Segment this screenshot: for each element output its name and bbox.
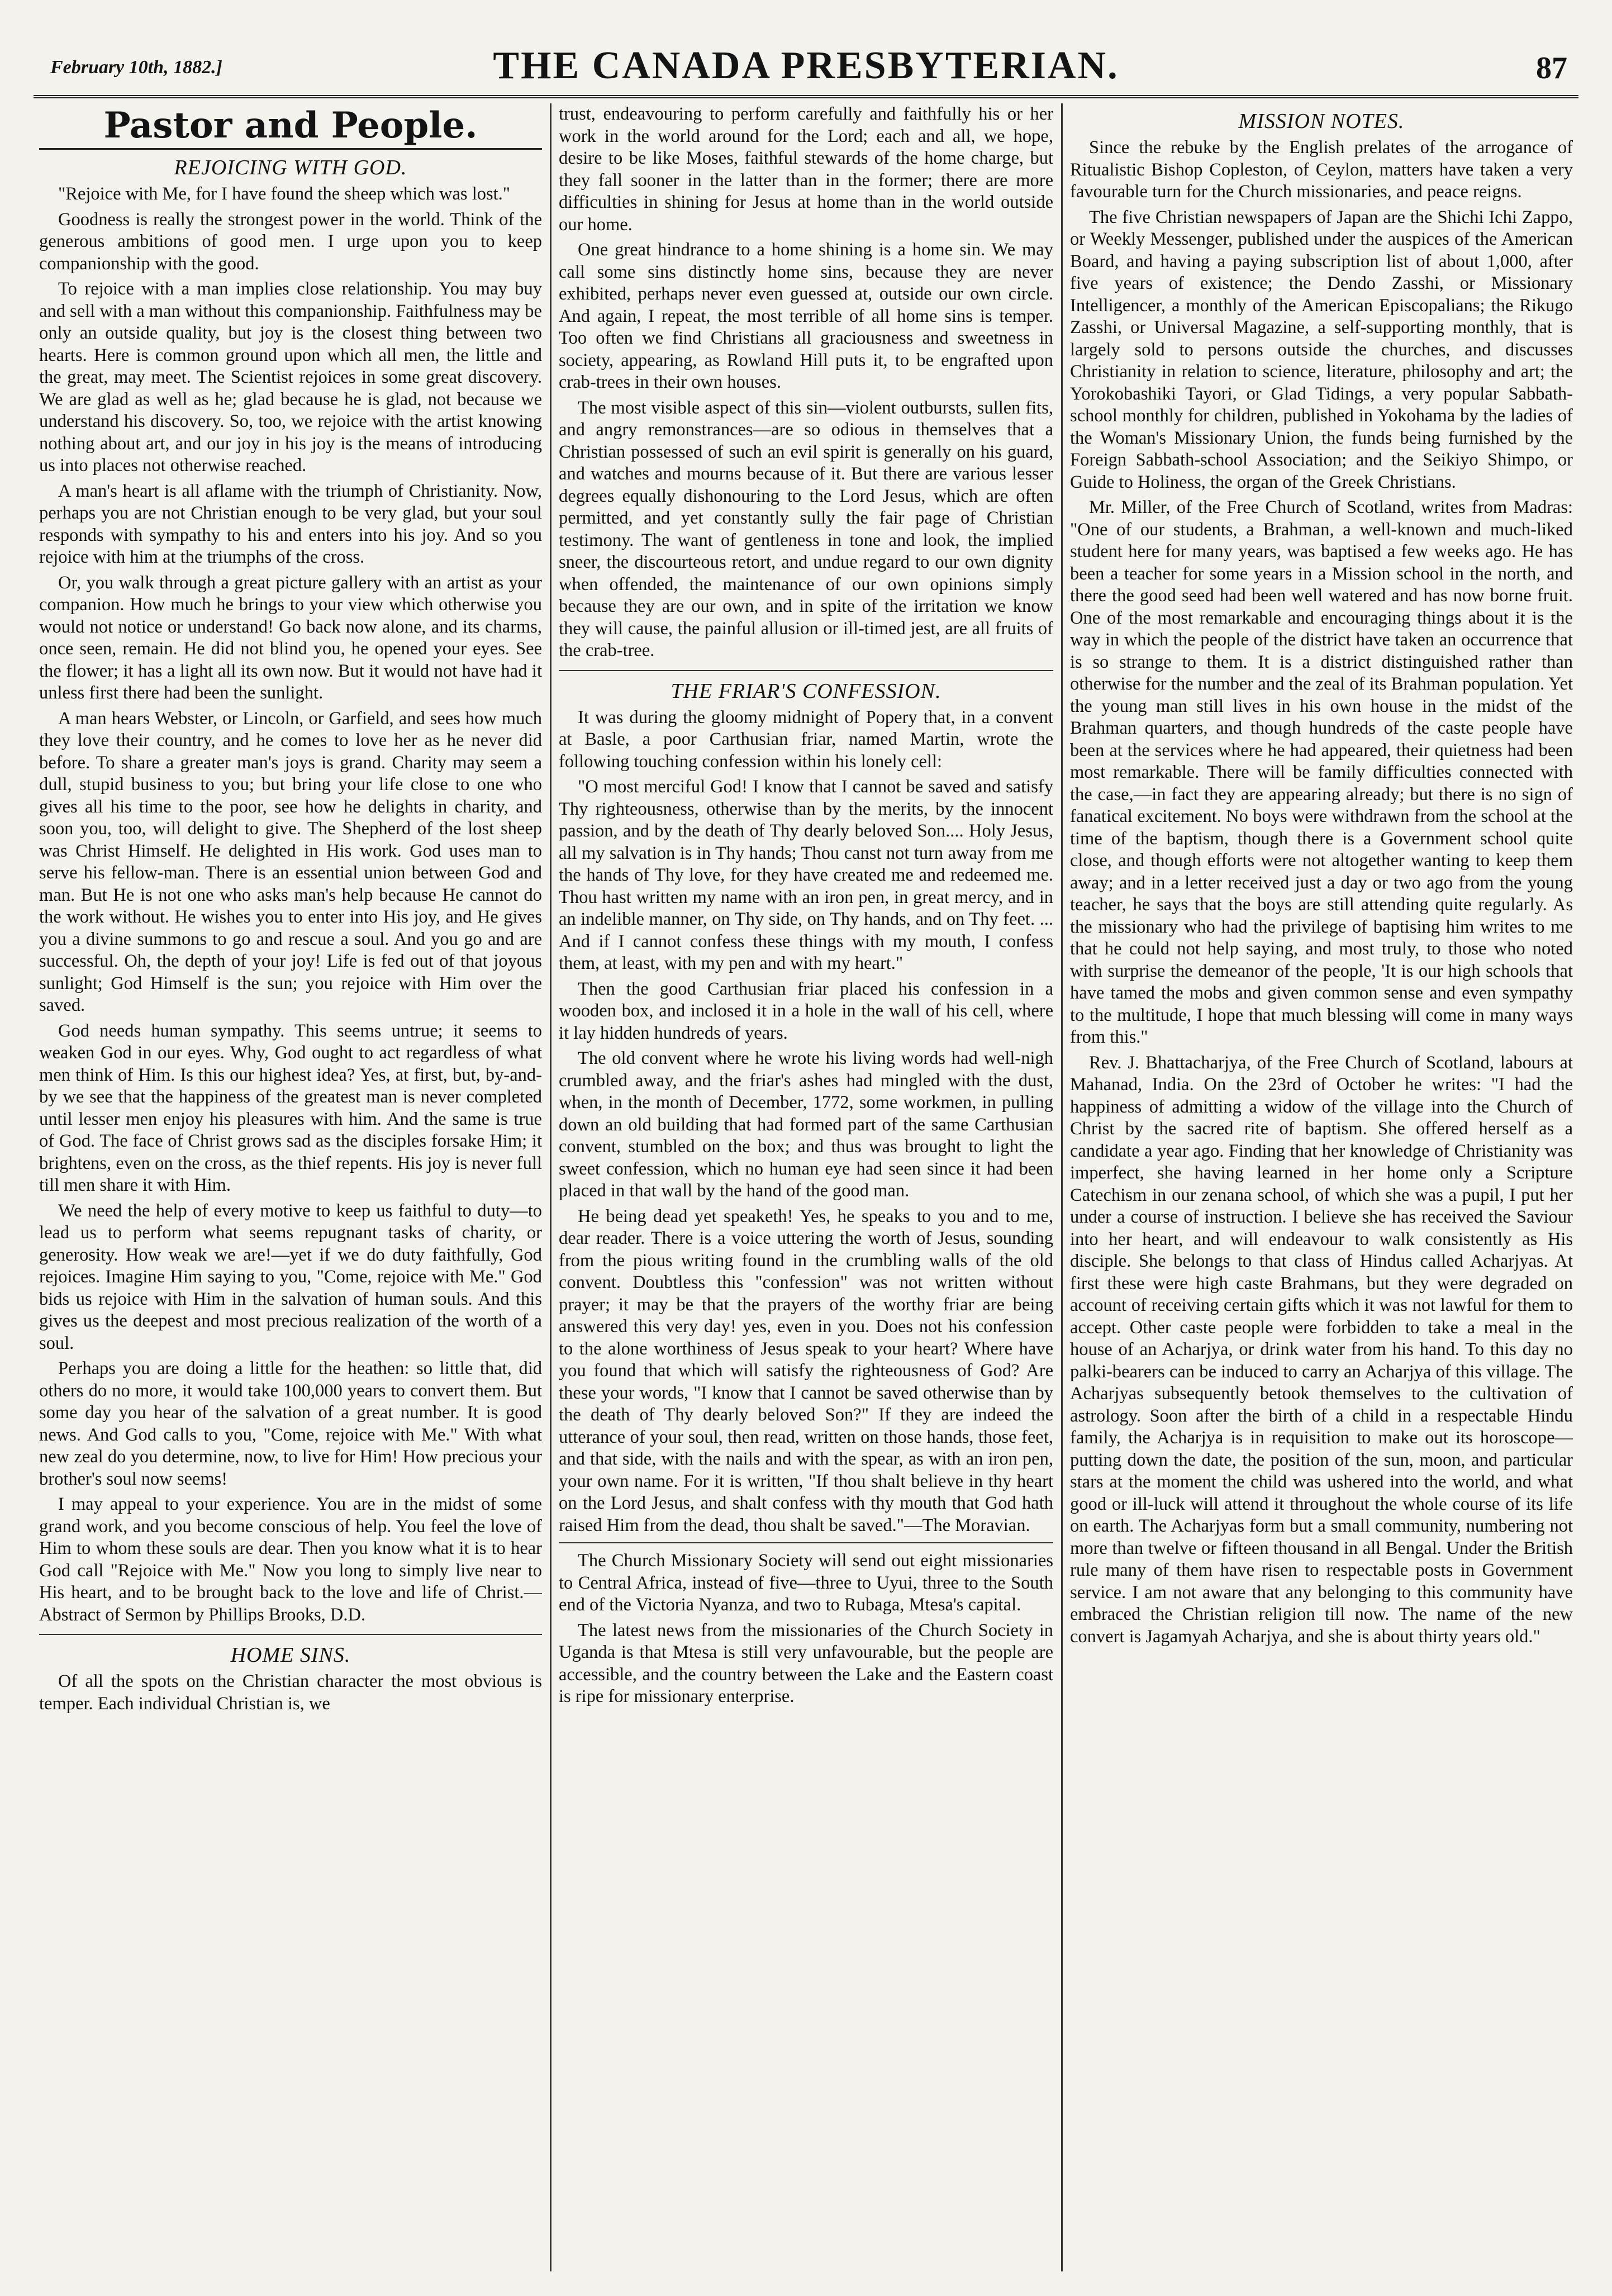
paragraph: A man's heart is all aflame with the triumph of Christianity. Now, perhaps you are not Christian enough to be very glad, but your soul responds with sympathy to his and enters into his joy. And so you rejoice with him at the triumphs of the cross. <box>39 481 542 567</box>
page-number: 87 <box>1536 51 1567 85</box>
column-1 <box>39 103 542 2280</box>
paragraph: God needs human sympathy. This seems untrue; it seems to weaken God in our eyes. Why, God ought to act regardless of what men think of Him. Is this our highest idea? Yes, at first, but, by-and-by we see that the happiness of the greatest man is never completed until lesser men enjoy his pleasures with him. And the same is true of God. The face of Christ grows sad as the disciples forsake Him; it brightens, even on the cross, as the thief repents. His joy is never full till men share it with Him. <box>39 1020 542 1195</box>
paragraph: Perhaps you are doing a little for the heathen: so little that, did others do no more, it would take 100,000 years to convert them. But some day you hear of the salvation of a great number. It is good news. And God calls to you, "Come, rejoice with Me." With what new zeal do you determine, now, to live for Him! How precious your brother's soul now seems! <box>39 1358 542 1489</box>
article-title: HOME SINS. <box>39 1634 542 1668</box>
paragraph: "O most merciful God! I know that I cannot be saved and satisfy Thy righteousness, otherwise than by the merits, by the innocent passion, and by the death of Thy dearly beloved Son.... Holy Jesus, all my salvation is in Thy hands; Thou canst not turn away from me the hands of Thy love, for they have created me and redeemed me. Thou hast written my name with an iron pen, in great mercy, and in an indelible manner, on Thy side, on Thy hands, and on Thy feet. ... And if I cannot confess these things with my mouth, I confess them, at least, with my pen and with my heart." <box>559 777 1053 973</box>
column-2 <box>559 103 1053 2280</box>
paragraph: I may appeal to your experience. You are in the midst of some grand work, and you become conscious of help. You feel the love of Him to whom these souls are dear. Then you know what it is to hear God call "Rejoice with Me." Now you long to simply live near to His heart, and to be brought back to the love and life of Christ.—Abstract of Sermon by Phillips Brooks, D.D. <box>39 1494 542 1625</box>
article-title: MISSION NOTES. <box>1238 110 1405 133</box>
paragraph: Since the rebuke by the English prelates of the arrogance of Ritualistic Bishop Copleston, of Ceylon, matters have taken a very favourable turn for the Church missionaries, and peace reigns. <box>1070 137 1573 202</box>
column-rule <box>550 103 551 2271</box>
masthead <box>34 22 1578 98</box>
paragraph: One great hindrance to a home shining is a home sin. We may call some sins distinctly home sins, because they are never exhibited, perhaps never even guessed at, outside our own circle. And again, I repeat, the most terrible of all home sins is temper. Too often we find Christians all graciousness and sweetness in society, appearing, as Rowland Hill puts it, to be engrafted upon crab-trees in their own houses. <box>559 240 1053 392</box>
paragraph: Then the good Carthusian friar placed his confession in a wooden box, and inclosed it in a hole in the wall of his cell, where it lay hidden hundreds of years. <box>559 978 1053 1043</box>
column-rule <box>1061 103 1063 2271</box>
paragraph: We need the help of every motive to keep us faithful to duty—to lead us to perform what seems repugnant tasks of charity, or generosity. How weak we are!—yet if we do duty faithfully, God rejoices. Imagine Him saying to you, "Come, rejoice with Me." God bids us rejoice with Him in the salvation of human souls. And this gives us the deepest and most precious realization of the worth of a soul. <box>39 1200 542 1353</box>
paragraph: Rev. J. Bhattacharjya, of the Free Church of Scotland, labours at Mahanad, India. On the 23rd of October he writes: "I had the happiness of admitting a widow of the village into the Church of Christ by the sacred rite of baptism. She offered herself as a candidate a year ago. Finding that her knowledge of Christianity was imperfect, she having learned in her home only a Scripture Catechism in our zenana school, of which she was a pupil, I put her under a course of instruction. I believe she has received the Saviour into her heart, and will endeavour to walk consistently as His disciple. She belongs to that class of Hindus called Acharjyas. At first these were high caste Brahmans, but they were degraded on account of receiving certain gifts which it was not lawful for them to accept. Other caste people were forbidden to take a meal in the house of an Acharjya, or drink water from his hand. To this day no palki-bearers can be induced to carry an Acharjya of this village. The Acharjyas subsequently betook themselves to the cultivation of astrology. Soon after the birth of a child in a respectable Hindu family, the Acharjya is in requisition to make out its horoscope—putting down the date, the position of the sun, moon, and particular stars at the moment the child was ushered into the world, and what good or ill-luck will attend it throughout the whole course of its life on earth. The Acharjyas form but a small community, numbering not more than twelve or fifteen thousand in all Bengal. Under the British rule many of them have risen to respectable posts in Government service. I am not aware that any belonging to this community have embraced the Christian religion till now. The name of the new convert is Jagamyah Acharjya, and she is about thirty years old." <box>1070 1052 1573 1647</box>
paragraph: He being dead yet speaketh! Yes, he speaks to you and to me, dear reader. There is a voice uttering the worth of Jesus, sounding from the pious writing found in the crumbling walls of the old convent. Doubtless this "confession" was not written without prayer; it may be that the prayers of the worthy friar are being answered this very day! yes, even in you. Does not his confession to the alone worthiness of Jesus speak to your heart? Where have you found that which will satisfy the righteousness of God? Are these your words, "I know that I cannot be saved otherwise than by the death of Thy dearly beloved Son?" If they are indeed the utterance of your soul, then read, written on those hands, those feet, and that side, with the nails and with the spear, as with an iron pen, your own name. For it is written, "If thou shalt believe in thy heart on the Lord Jesus, and shalt confess with thy mouth that God hath raised Him from the dead, thou shalt be saved."—The Moravian. <box>559 1206 1053 1536</box>
paragraph: The five Christian newspapers of Japan are the Shichi Ichi Zappo, or Weekly Messenger, published under the auspices of the American Board, and having a paying subscription list of about 1,000, after five years of existence; the Dendo Zasshi, or Missionary Intelligencer, a monthly of the American Episcopalians; the Rikugo Zasshi, or Universal Magazine, a self-supporting monthly, that is largely sold to persons outside the churches, and discusses Christianity in relation to science, literature, philosophy and art; the Yorokobashiki Tayori, or Glad Tidings, a very popular Sabbath-school monthly for children, published in Yokohama by the ladies of the Woman's Missionary Union, the funds being furnished by the Foreign Sabbath-school Association; and the Seikiyo Shimpo, or Guide to Holiness, the organ of the Greek Christians. <box>1070 207 1573 492</box>
paragraph: Goodness is really the strongest power in the world. Think of the generous ambitions of good men. I urge upon you to keep companionship with the good. <box>39 209 542 274</box>
article-title: REJOICING WITH GOD. <box>174 156 407 179</box>
paragraph: The old convent where he wrote his living words had well-nigh crumbled away, and the friar's ashes had mingled with the dust, when, in the month of December, 1772, some workmen, in pulling down an old building that had formed part of the same Carthusian convent, stumbled on the box; and thus was brought to light the sweet confession, which no human eye had seen since it had been placed in that wall by the hand of the good man. <box>559 1048 1053 1201</box>
paragraph: "Rejoice with Me, for I have found the sheep which was lost." <box>58 184 511 204</box>
paragraph: The latest news from the missionaries of the Church Society in Uganda is that Mtesa is still very unfavourable, but the people are accessible, and the country between the Lake and the Eastern coast is ripe for missionary enterprise. <box>559 1620 1053 1706</box>
paragraph: To rejoice with a man implies close relationship. You may buy and sell with a man without this companionship. Faithfulness may be only an outside quality, but joy is the closest thing between two hearts. Here is common ground upon which all men, the little and the great, may meet. The Scientist rejoices in some great discovery. We are glad as well as he; glad because he is glad, not because we understand his discovery. So, too, we rejoice with the artist knowing nothing about art, and our joy in his joy is the means of introducing us into places not otherwise reached. <box>39 279 542 476</box>
column-3 <box>1070 103 1573 2280</box>
paragraph: trust, endeavouring to perform carefully and faithfully his or her work in the world around for the Lord; each and all, we hope, desire to be like Moses, faithful stewards of the home charge, but they fall sooner in the latter than in the former; there are more difficulties in shining for Jesus at home than in the world outside our home. <box>559 104 1053 235</box>
paragraph: Or, you walk through a great picture gallery with an artist as your companion. How much he brings to your view which otherwise you would not notice or understand! Go back now alone, and its charms, once seen, remain. He did not blind you, he opened your eyes. See the flower; it has a light all its own now. But it would not have had it unless first there had been the sunlight. <box>39 572 542 703</box>
department-heading: Pastor and People. <box>39 103 542 150</box>
paragraph: Mr. Miller, of the Free Church of Scotland, writes from Madras: "One of our students, a Brahman, a well-known and much-liked student here for many years, was baptised a few weeks ago. He has been a teacher for some years in a Mission school in the north, and there the good seed had been well watered and has now borne fruit. One of the most remarkable and encouraging things about it is the way in which the people of the district have taken an occurrence that is so strange to them. It is a district distinguished rather than otherwise for the number and the zeal of its Brahman population. Yet the young man still lives in his own house in the midst of the Brahman quarters, and though hundreds of the caste people have been at the services where he had appeared, their quietness had been most remarkable. There will be family difficulties connected with the case,—in fact they are appearing already; but there is no sign of fanatical excitement. No boys were withdrawn from the school at the time of the baptism, though there is a Government school quite close, and though efforts were not altogether wanting to keep them away; and in a letter received just a day or two ago from the young teacher, he says that the boys are still attending quite regularly. As the missionary who had the privilege of baptising him writes to me that he could not help saying, and most truly, to those who noted with surprise the demeanor of the people, 'It is our high schools that have tamed the mobs and given common sense and even sympathy to the multitude, I hope that much blessing will come in many ways from this." <box>1070 497 1573 1047</box>
issue-date: February 10th, 1882.] <box>50 57 222 78</box>
newspaper-title: THE CANADA PRESBYTERIAN. <box>493 44 1119 87</box>
paragraph: The Church Missionary Society will send out eight missionaries to Central Africa, instead of five—three to Uyui, three to the South end of the Victoria Nyanza, and two to Rubaga, Mtesa's capital. <box>559 1542 1053 1617</box>
paragraph: It was during the gloomy midnight of Popery that, in a convent at Basle, a poor Carthusian friar, named Martin, wrote the following touching confession within his lonely cell: <box>559 707 1053 772</box>
paragraph: The most visible aspect of this sin—violent outbursts, sullen fits, and angry remonstrances—are so odious in themselves that a Christian possessed of such an evil spirit is generally on his guard, and watches and mourns because of it. But there are various lesser degrees equally dishonouring to the Lord Jesus, which are often permitted, and yet constantly sully the fair page of Christian testimony. The want of gentleness in tone and look, the implied sneer, the discourteous retort, and undue regard to our own dignity when offended, the maintenance of our own opinions simply because they are our own, and in spite of the irritation we know they will cause, the painful allusion or ill-timed jest, are all fruits of the crab-tree. <box>559 397 1053 660</box>
paragraph: A man hears Webster, or Lincoln, or Garfield, and sees how much they love their country, and he comes to love her as he never did before. To share a greater man's joys is grand. Charity may seem a dull, stupid business to you; but bring your life close to one who gives all his time to the poor, see how he delights in charity, and soon you, too, will delight to give. The Shepherd of the lost sheep was Christ Himself. He delighted in His work. God uses man to serve his fellow-man. There is an essential union between God and man. But He is not one who asks man's help because He cannot do the work without. He wishes you to enter into His joy, and He gives you a divine summons to go and rescue a soul. And you go and are successful. Oh, the depth of your joy! Life is fed out of that joyous sunlight; God Himself is the sun; you rejoice with Him over the saved. <box>39 708 542 1015</box>
paragraph: Of all the spots on the Christian character the most obvious is temper. Each individual Christian is, we <box>39 1671 542 1714</box>
article-title: THE FRIAR'S CONFESSION. <box>559 670 1053 705</box>
